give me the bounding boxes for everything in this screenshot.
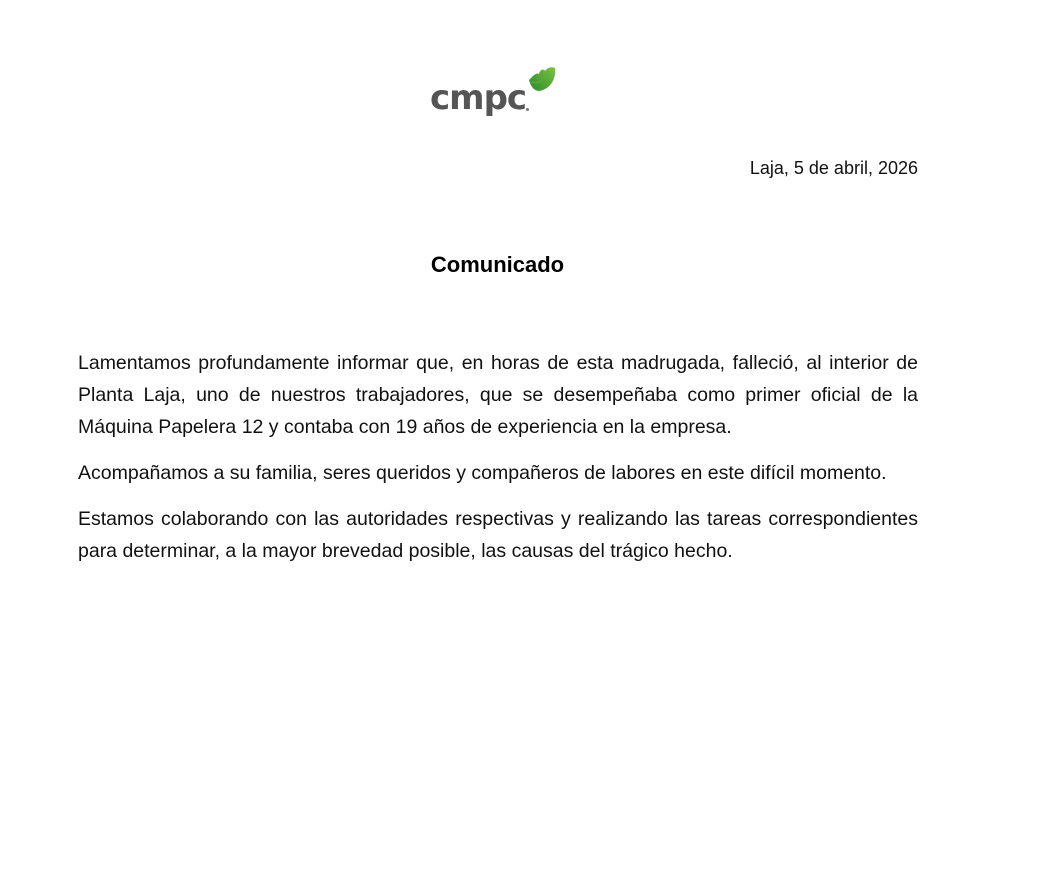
- paragraph: Estamos colaborando con las autoridades respectivas y realizando las tareas correspondientes para determinar, a la mayor brevedad posible, las causas del trágico hecho.: [78, 508, 918, 562]
- paragraph: Acompañamos a su familia, seres queridos y compañeros de labores en este difícil momento.: [78, 462, 887, 484]
- leaf-icon: [527, 66, 557, 94]
- paragraph: Lamentamos profundamente informar que, en horas de esta madrugada, falleció, al interior de Planta Laja, uno de nuestros trabajadores, que se desempeñaba como primer oficial de la Máquina Papelera 12 y contaba con 19 años de experiencia en la empresa.: [78, 352, 918, 438]
- date-line: Laja, 5 de abril, 2026: [749, 158, 918, 178]
- logo-dot: [526, 108, 529, 111]
- document-body: [78, 347, 918, 581]
- document-title: Comunicado: [430, 252, 565, 277]
- company-logo: [430, 66, 560, 120]
- logo-wordmark: cmpc: [430, 78, 527, 118]
